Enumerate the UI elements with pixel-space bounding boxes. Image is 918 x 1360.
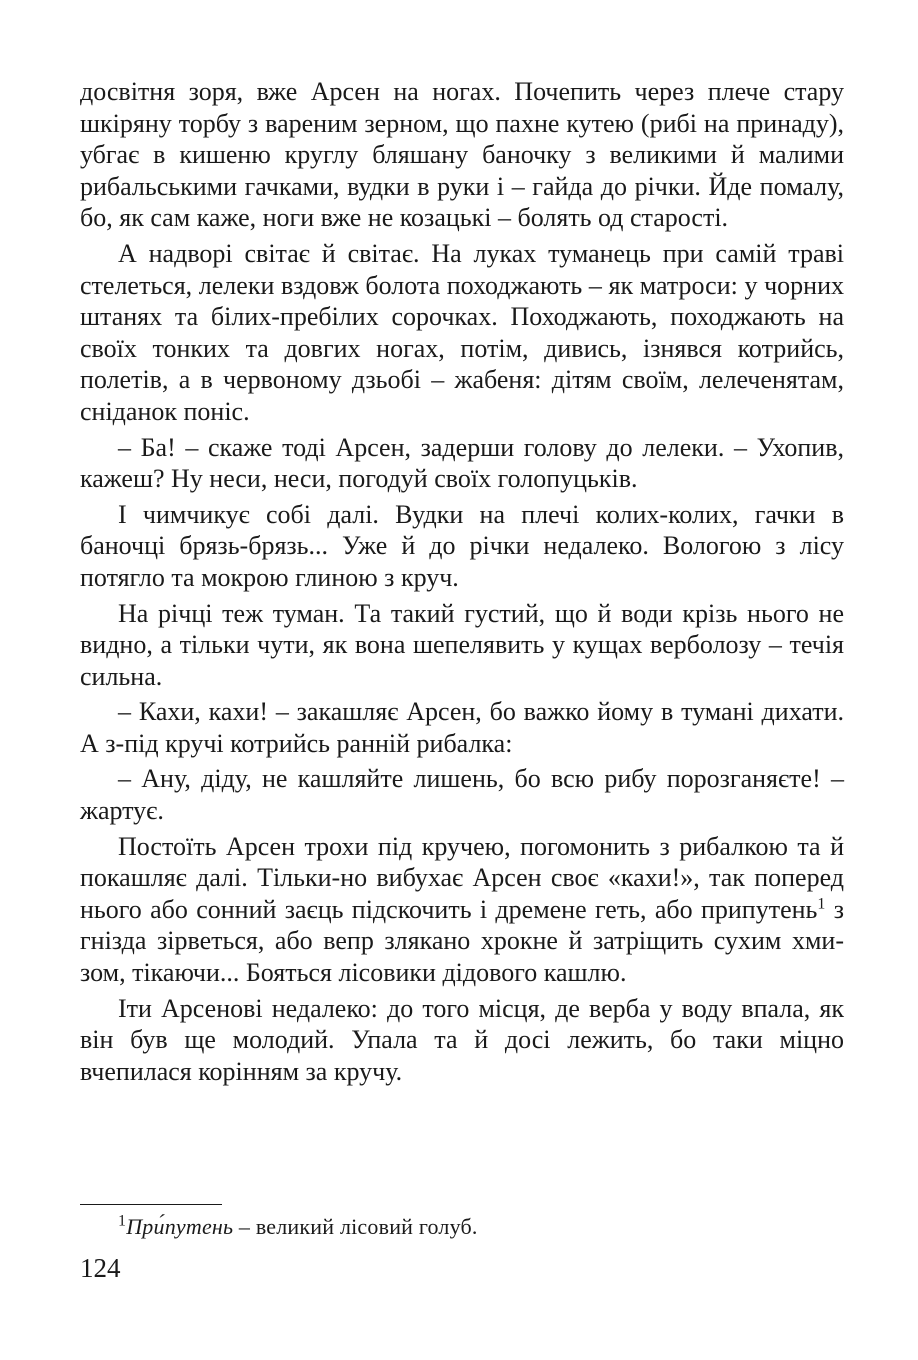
paragraph-8 (80, 831, 844, 989)
footnote-divider (80, 1204, 222, 1205)
paragraph-3: – Ба! – скаже тоді Арсен, задерши голову до лелеки. – Ухопив, кажеш? Ну неси, неси, погодуй своїх голопуцьків. (80, 432, 844, 494)
footnote-reference: 1 (817, 895, 826, 913)
body-text (80, 76, 844, 1087)
paragraph-9: Іти Арсенові недалеко: до того місця, де верба у воду впала, як він був ще молодий. Упала та й досі лежить, бо таки міцно вчепилася корінням за кручу. (80, 993, 844, 1086)
footnote-definition: – великий лісовий голуб. (233, 1214, 478, 1239)
book-page (80, 76, 844, 1091)
paragraph-2: А надворі світає й світає. На луках туманець при самій траві стелеться, лелеки вздовж болота походжають – як матроси: у чорних штанях та білих-пребілих сорочках. Походжають, походжають на своїх тонких та довгих ногах, потім, дивись, ізнявся котрийсь, полетів, а в червоному дзьобі – жабеня: дітям своїм, лелеченятам, сніданок поніс. (80, 238, 844, 426)
footnote-marker: 1 (118, 1212, 127, 1230)
paragraph-5: На річці теж туман. Та такий густий, що й води крізь нього не видно, а тільки чути, як вона шепелявить у кущах верболозу – течія сильна. (80, 598, 844, 691)
page-number: 124 (80, 1253, 121, 1283)
footnote-term: При́путень (126, 1214, 234, 1239)
paragraph-6: – Кахи, кахи! – закашляє Арсен, бо важко йому в тумані дихати. А з-під кручі котрийсь ранній рибалка: (80, 697, 844, 758)
paragraph-8-text-b: з гнізда зірветься, або вепр злякано хрокне й затріщить сухим хмизом, тікаючи... Бояться лісовики дідового кашлю. (80, 894, 844, 988)
paragraph-8-text-a: Постоїть Арсен трохи під кручею, погомонить з рибалкою та й покашляє далі. Тільки-но вибухає Арсен своє «кахи!», так поперед нього або сонний заєць підскочить і дремене геть, або припутень (80, 831, 844, 924)
paragraph-4: І чимчикує собі далі. Вудки на плечі колих-колих, гачки в баночці брязь-брязь... Уже й до річки недалеко. Вологою з лісу потягло та мокрою глиною з круч. (80, 499, 844, 592)
paragraph-1: досвітня зоря, вже Арсен на ногах. Почепить через плече стару шкіряну торбу з вареним зерном, що пахне кутею (рибі на принаду), убгає в кишеню круглу бляшану баночку з великими й малими рибальськими гачками, вудки в руки і – гайда до річки. Йде помалу, бо, як сам каже, ноги вже не козацькі – болять од старості. (80, 77, 844, 233)
paragraph-7: – Ану, діду, не кашляйте лишень, бо всю рибу порозганяєте! – жартує. (80, 764, 844, 826)
footnote (118, 1213, 478, 1241)
